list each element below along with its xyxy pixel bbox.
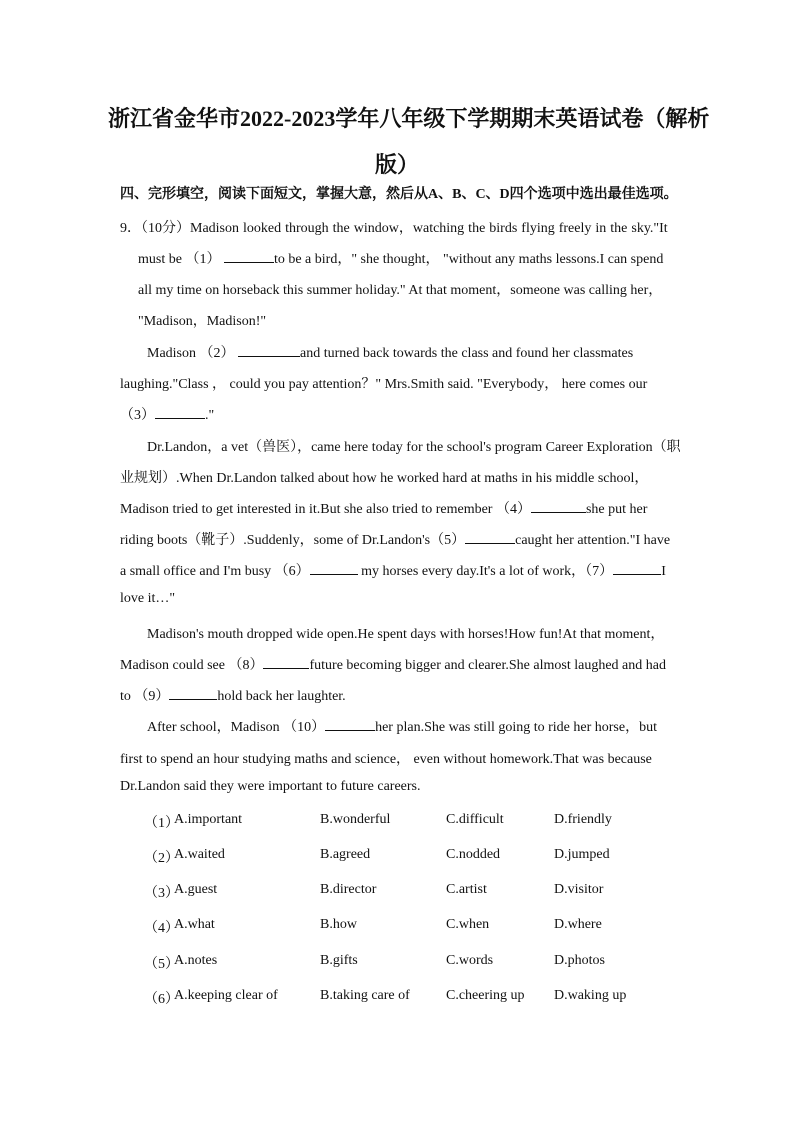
option-c[interactable]: C.cheering up [446, 988, 525, 1003]
passage-line: 业规划）.When Dr.Landon talked about how he worked hard at maths in his middle school， [120, 471, 649, 486]
answer-blank-10[interactable] [325, 718, 375, 731]
option-a[interactable]: A.what [174, 917, 215, 932]
exam-page: 浙江省金华市2022-2023学年八年级下学期期末英语试卷（解析 版） 四、完形填空，阅读下面短文，掌握大意，然后从A、B、C、D四个选项中选出最佳选项。 9．（10分）Madison looked through the window，watching the birds flying freely in the sky."It must be （1） to be a bird，" she thought， "without any maths lessons.I can spend all my time on horseback this summer holiday." At that moment，someone was calling her， "Madison，Madison!" Madison （2） and turned back towards the class and found her classmates laughing."Class ， could you pay attention？" Mrs.Smith said. "Everybody， here comes our （3） ." Dr.Landon，a vet（兽医），came here today for the school's program Career Exploration（职 业规划）.When Dr.Landon talked about how he worked hard at maths in his middle school， Madison tried to get interested in it.But she also tried to remember （4） she put her riding boots（靴子）.Suddenly，some of Dr.Landon's（5） caught her attention."I have a small office and I'm busy （6） my horses every day.It's a lot of work，（7） I love it…" Madison's mouth dropped wide open.He spent days with horses!How fun!At that moment， Madison could see （8） future becoming bigger and clearer.She almost laughed and had to （9） hold back her laughter. After school，Madison （10） her plan.She was still going to ride her horse，but first to spend an hour studying maths and science， even without homework.That was because Dr.Landon said they were important to future careers. （1） A.important B.wonderful C.difficult D.friendly （2） A.waited B.agreed C.nodded D.jumped （3） A.guest B.director C.artist D.visitor （4） A.what B.how C.when D.where （5） A.notes B.gifts C.words D.photos （6） A.keeping clear of B.taking care of C.cheering up D.waking up [0, 0, 794, 1123]
answer-blank-5[interactable] [465, 531, 515, 544]
passage-line: first to spend an hour studying maths and science， even without homework.That was because [120, 752, 652, 767]
title-line-2: 版） [374, 152, 419, 177]
option-b[interactable]: B.gifts [320, 953, 358, 968]
passage-line: all my time on horseback this summer holiday." At that moment，someone was calling her， [138, 283, 663, 298]
title-line-1: 浙江省金华市2022-2023学年八年级下学期期末英语试卷（解析 [108, 106, 710, 131]
option-c[interactable]: C.nodded [446, 847, 501, 862]
passage-line: Madison （2） and turned back towards the class and found her classmates [147, 346, 634, 361]
passage-line: （3） ." [120, 408, 215, 423]
answer-blank-3[interactable] [155, 406, 205, 419]
passage-line: to （9） hold back her laughter. [120, 689, 346, 704]
answer-blank-8[interactable] [263, 656, 309, 669]
option-d[interactable]: D.jumped [554, 847, 610, 862]
passage-line: Madison tried to get interested in it.But she also tried to remember （4） she put her [120, 502, 648, 517]
answer-blank-6[interactable] [310, 562, 358, 575]
option-b[interactable]: B.wonderful [320, 812, 391, 827]
answer-blank-4[interactable] [531, 500, 586, 513]
option-c[interactable]: C.words [446, 953, 494, 968]
option-d[interactable]: D.photos [554, 953, 605, 968]
option-b[interactable]: B.director [320, 882, 377, 897]
option-b[interactable]: B.taking care of [320, 988, 410, 1003]
answer-blank-2[interactable] [238, 344, 300, 357]
section-heading: 四、完形填空，阅读下面短文，掌握大意，然后从A、B、C、D四个选项中选出最佳选项。 [120, 187, 678, 202]
passage-line: Dr.Landon said they were important to future careers. [120, 779, 421, 794]
option-a[interactable]: A.important [174, 812, 243, 827]
option-d[interactable]: D.visitor [554, 882, 604, 897]
passage-line: Madison could see （8） future becoming bigger and clearer.She almost laughed and had [120, 658, 666, 673]
option-a[interactable]: A.guest [174, 882, 218, 897]
passage-line: 9．（10分）Madison looked through the window，watching the birds flying freely in the sky."It [120, 221, 668, 236]
passage-line: riding boots（靴子）.Suddenly，some of Dr.Landon's（5） caught her attention."I have [120, 533, 671, 548]
answer-blank-9[interactable] [169, 687, 217, 700]
passage-line: Dr.Landon，a vet（兽医），came here today for the school's program Career Exploration（职 [147, 440, 681, 455]
passage-line: "Madison，Madison!" [138, 314, 267, 329]
answer-blank-1[interactable] [224, 250, 274, 263]
option-d[interactable]: D.waking up [554, 988, 627, 1003]
passage-line: must be （1） to be a bird，" she thought， "without any maths lessons.I can spend [138, 252, 664, 267]
option-d[interactable]: D.where [554, 917, 602, 932]
option-a[interactable]: A.keeping clear of [174, 988, 278, 1003]
page-title [108, 96, 710, 188]
option-c[interactable]: C.when [446, 917, 490, 932]
option-c[interactable]: C.difficult [446, 812, 504, 827]
option-d[interactable]: D.friendly [554, 812, 612, 827]
passage-line: a small office and I'm busy （6） my horses every day.It's a lot of work，（7） I [120, 564, 666, 579]
option-a[interactable]: A.notes [174, 953, 218, 968]
question-number: 9．（10分） [120, 221, 190, 236]
option-a[interactable]: A.waited [174, 847, 225, 862]
passage-line: Madison's mouth dropped wide open.He spent days with horses!How fun!At that moment， [147, 627, 665, 642]
passage-line: laughing."Class ， could you pay attention？" Mrs.Smith said. "Everybody， here comes our [120, 377, 648, 392]
option-b[interactable]: B.how [320, 917, 357, 932]
option-c[interactable]: C.artist [446, 882, 487, 897]
passage-line: After school，Madison （10） her plan.She was still going to ride her horse，but [147, 720, 657, 735]
answer-blank-7[interactable] [613, 562, 661, 575]
option-b[interactable]: B.agreed [320, 847, 371, 862]
passage-line: love it…" [120, 591, 176, 606]
